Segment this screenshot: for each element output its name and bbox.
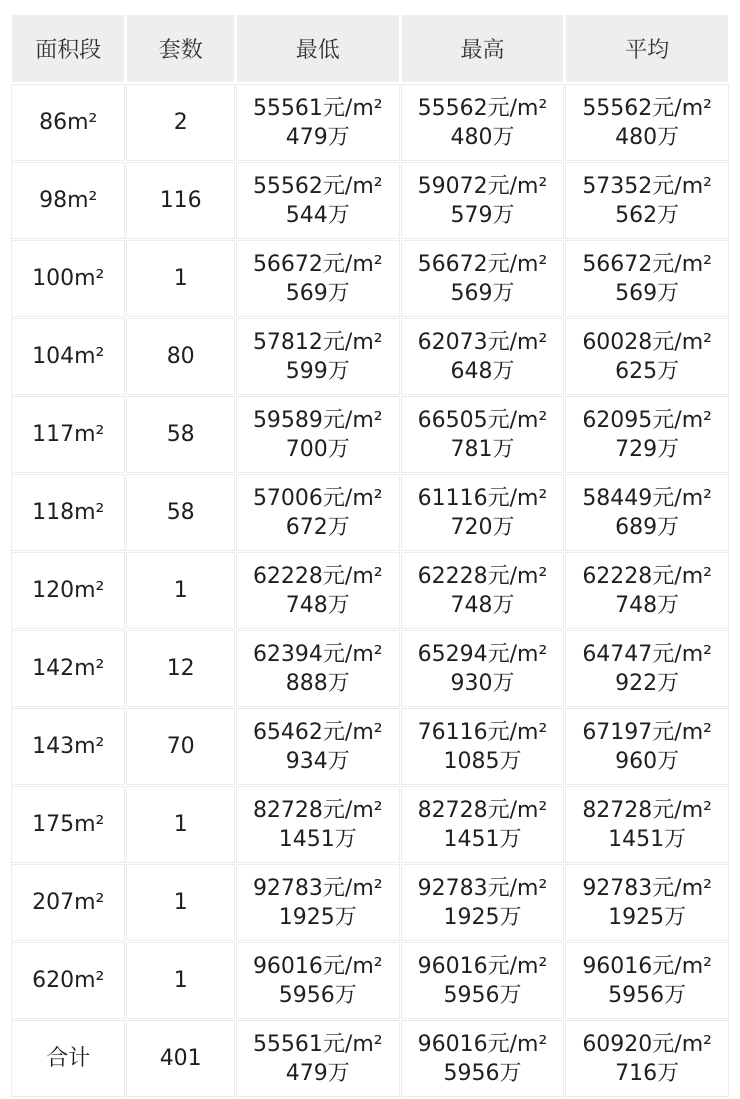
- avg-total-price: 1925万: [608, 904, 687, 930]
- max-cell: [402, 241, 564, 316]
- area-label: 86m²: [39, 110, 98, 135]
- table-row: [12, 475, 728, 550]
- min-cell: [237, 85, 399, 160]
- max-cell: [402, 865, 564, 940]
- min-cell: [237, 709, 399, 784]
- avg-total-price: 1451万: [608, 826, 687, 852]
- count-cell: [127, 1021, 233, 1096]
- min-unit-price: 55561元/m²: [252, 95, 383, 121]
- min-unit-price: 55561元/m²: [252, 1031, 383, 1057]
- area-cell: [12, 319, 124, 394]
- count-cell: [127, 475, 233, 550]
- count-cell: [127, 241, 233, 316]
- avg-unit-price: 67197元/m²: [582, 719, 712, 745]
- count-cell: [127, 943, 233, 1018]
- min-unit-price: 57812元/m²: [252, 329, 383, 355]
- area-label: 98m²: [39, 188, 98, 213]
- count-cell: [127, 163, 233, 238]
- count-cell: [127, 787, 233, 862]
- max-cell: [402, 787, 564, 862]
- max-total-price: 781万: [450, 436, 515, 462]
- avg-cell: [566, 943, 728, 1018]
- count-value: 58: [166, 422, 195, 447]
- max-cell: [402, 163, 564, 238]
- min-total-price: 748万: [285, 592, 350, 618]
- header-min: 最低: [237, 15, 399, 82]
- area-label: 620m²: [32, 968, 105, 993]
- table-row: [12, 943, 728, 1018]
- max-cell: [402, 397, 564, 472]
- avg-cell: [566, 631, 728, 706]
- count-value: 1: [173, 968, 188, 993]
- avg-unit-price: 58449元/m²: [582, 485, 712, 511]
- min-unit-price: 59589元/m²: [252, 407, 383, 433]
- table-header: [12, 15, 728, 82]
- max-unit-price: 96016元/m²: [417, 1031, 548, 1057]
- min-unit-price: 92783元/m²: [252, 875, 383, 901]
- max-cell: [402, 85, 564, 160]
- area-cell: [12, 475, 124, 550]
- max-total-price: 480万: [450, 124, 515, 150]
- avg-cell: [566, 865, 728, 940]
- avg-cell: [566, 475, 728, 550]
- header-max: 最高: [402, 15, 564, 82]
- min-cell: [237, 787, 399, 862]
- count-cell: [127, 319, 233, 394]
- min-cell: [237, 241, 399, 316]
- max-total-price: 748万: [450, 592, 515, 618]
- min-cell: [237, 397, 399, 472]
- area-cell: [12, 163, 124, 238]
- count-value: 58: [166, 500, 195, 525]
- max-total-price: 648万: [450, 358, 515, 384]
- area-cell: [12, 241, 124, 316]
- avg-unit-price: 62228元/m²: [582, 563, 712, 589]
- min-unit-price: 62228元/m²: [252, 563, 383, 589]
- avg-unit-price: 55562元/m²: [582, 95, 712, 121]
- avg-cell: [566, 1021, 728, 1096]
- table-row: [12, 631, 728, 706]
- min-unit-price: 82728元/m²: [252, 797, 383, 823]
- max-unit-price: 56672元/m²: [417, 251, 548, 277]
- header-avg: 平均: [566, 15, 728, 82]
- max-unit-price: 62073元/m²: [417, 329, 548, 355]
- count-value: 12: [166, 656, 195, 681]
- avg-total-price: 716万: [615, 1060, 680, 1086]
- area-cell: [12, 787, 124, 862]
- table-row: [12, 163, 728, 238]
- count-value: 116: [159, 188, 202, 213]
- price-table: [9, 12, 731, 1099]
- min-cell: [237, 865, 399, 940]
- avg-cell: [566, 709, 728, 784]
- max-unit-price: 76116元/m²: [417, 719, 548, 745]
- count-cell: [127, 553, 233, 628]
- min-cell: [237, 475, 399, 550]
- min-total-price: 1451万: [278, 826, 357, 852]
- table-row: [12, 709, 728, 784]
- count-cell: [127, 631, 233, 706]
- area-cell: [12, 631, 124, 706]
- max-total-price: 1451万: [443, 826, 522, 852]
- min-total-price: 672万: [285, 514, 350, 540]
- count-value: 70: [166, 734, 195, 759]
- min-cell: [237, 553, 399, 628]
- avg-unit-price: 60028元/m²: [582, 329, 712, 355]
- max-unit-price: 59072元/m²: [417, 173, 548, 199]
- avg-cell: [566, 163, 728, 238]
- max-total-price: 930万: [450, 670, 515, 696]
- area-label: 120m²: [32, 578, 105, 603]
- avg-total-price: 729万: [615, 436, 680, 462]
- count-cell: [127, 709, 233, 784]
- table-row: [12, 85, 728, 160]
- max-cell: [402, 475, 564, 550]
- avg-cell: [566, 397, 728, 472]
- count-cell: [127, 865, 233, 940]
- avg-cell: [566, 85, 728, 160]
- avg-cell: [566, 553, 728, 628]
- avg-unit-price: 56672元/m²: [582, 251, 712, 277]
- min-cell: [237, 163, 399, 238]
- max-cell: [402, 709, 564, 784]
- min-total-price: 888万: [285, 670, 350, 696]
- avg-total-price: 922万: [615, 670, 680, 696]
- table-row: [12, 397, 728, 472]
- max-cell: [402, 553, 564, 628]
- table-row: [12, 319, 728, 394]
- avg-total-price: 689万: [615, 514, 680, 540]
- table-row: [12, 865, 728, 940]
- max-cell: [402, 631, 564, 706]
- min-unit-price: 62394元/m²: [252, 641, 383, 667]
- area-label: 合计: [46, 1046, 91, 1071]
- max-cell: [402, 943, 564, 1018]
- avg-unit-price: 92783元/m²: [582, 875, 712, 901]
- area-label: 142m²: [32, 656, 105, 681]
- max-total-price: 1085万: [443, 748, 522, 774]
- avg-total-price: 562万: [615, 202, 680, 228]
- max-cell: [402, 1021, 564, 1096]
- count-value: 1: [173, 578, 188, 603]
- header-count: 套数: [127, 15, 233, 82]
- avg-unit-price: 82728元/m²: [582, 797, 712, 823]
- max-total-price: 720万: [450, 514, 515, 540]
- area-label: 100m²: [32, 266, 105, 291]
- min-total-price: 599万: [285, 358, 350, 384]
- count-value: 80: [166, 344, 195, 369]
- count-value: 1: [173, 266, 188, 291]
- max-unit-price: 62228元/m²: [417, 563, 548, 589]
- avg-cell: [566, 787, 728, 862]
- avg-total-price: 625万: [615, 358, 680, 384]
- count-value: 1: [173, 812, 188, 837]
- area-cell: [12, 553, 124, 628]
- min-unit-price: 56672元/m²: [252, 251, 383, 277]
- area-cell: [12, 709, 124, 784]
- min-unit-price: 55562元/m²: [252, 173, 383, 199]
- table-row: [12, 553, 728, 628]
- max-unit-price: 92783元/m²: [417, 875, 548, 901]
- table-row: [12, 241, 728, 316]
- avg-total-price: 5956万: [608, 982, 687, 1008]
- avg-unit-price: 96016元/m²: [582, 953, 712, 979]
- min-total-price: 569万: [285, 280, 350, 306]
- max-total-price: 569万: [450, 280, 515, 306]
- min-unit-price: 57006元/m²: [252, 485, 383, 511]
- area-label: 104m²: [32, 344, 105, 369]
- max-unit-price: 66505元/m²: [417, 407, 548, 433]
- min-cell: [237, 943, 399, 1018]
- avg-cell: [566, 241, 728, 316]
- min-unit-price: 96016元/m²: [252, 953, 383, 979]
- min-cell: [237, 1021, 399, 1096]
- avg-unit-price: 60920元/m²: [582, 1031, 712, 1057]
- max-unit-price: 61116元/m²: [417, 485, 548, 511]
- avg-total-price: 748万: [615, 592, 680, 618]
- max-unit-price: 65294元/m²: [417, 641, 548, 667]
- area-cell: [12, 865, 124, 940]
- table-row: [12, 1021, 728, 1096]
- avg-cell: [566, 319, 728, 394]
- area-cell: [12, 397, 124, 472]
- avg-unit-price: 64747元/m²: [582, 641, 712, 667]
- max-total-price: 5956万: [443, 1060, 522, 1086]
- area-label: 143m²: [32, 734, 105, 759]
- count-cell: [127, 397, 233, 472]
- price-table-container: [9, 12, 731, 1099]
- min-total-price: 700万: [285, 436, 350, 462]
- max-unit-price: 96016元/m²: [417, 953, 548, 979]
- area-cell: [12, 943, 124, 1018]
- min-cell: [237, 631, 399, 706]
- min-total-price: 479万: [285, 124, 350, 150]
- max-unit-price: 82728元/m²: [417, 797, 548, 823]
- area-label: 175m²: [32, 812, 105, 837]
- max-cell: [402, 319, 564, 394]
- header-row: [12, 15, 728, 82]
- header-area: 面积段: [12, 15, 124, 82]
- count-value: 2: [173, 110, 188, 135]
- table-body: [12, 85, 728, 1096]
- avg-total-price: 569万: [615, 280, 680, 306]
- area-label: 207m²: [32, 890, 105, 915]
- avg-unit-price: 62095元/m²: [582, 407, 712, 433]
- max-total-price: 1925万: [443, 904, 522, 930]
- count-value: 1: [173, 890, 188, 915]
- min-total-price: 544万: [285, 202, 350, 228]
- min-total-price: 1925万: [278, 904, 357, 930]
- min-cell: [237, 319, 399, 394]
- area-label: 117m²: [32, 422, 105, 447]
- area-cell: [12, 1021, 124, 1096]
- max-total-price: 5956万: [443, 982, 522, 1008]
- min-total-price: 5956万: [278, 982, 357, 1008]
- avg-total-price: 960万: [615, 748, 680, 774]
- max-unit-price: 55562元/m²: [417, 95, 548, 121]
- area-label: 118m²: [32, 500, 105, 525]
- count-value: 401: [159, 1046, 202, 1071]
- area-cell: [12, 85, 124, 160]
- min-unit-price: 65462元/m²: [252, 719, 383, 745]
- max-total-price: 579万: [450, 202, 515, 228]
- min-total-price: 479万: [285, 1060, 350, 1086]
- avg-total-price: 480万: [615, 124, 680, 150]
- avg-unit-price: 57352元/m²: [582, 173, 712, 199]
- count-cell: [127, 85, 233, 160]
- table-row: [12, 787, 728, 862]
- min-total-price: 934万: [285, 748, 350, 774]
